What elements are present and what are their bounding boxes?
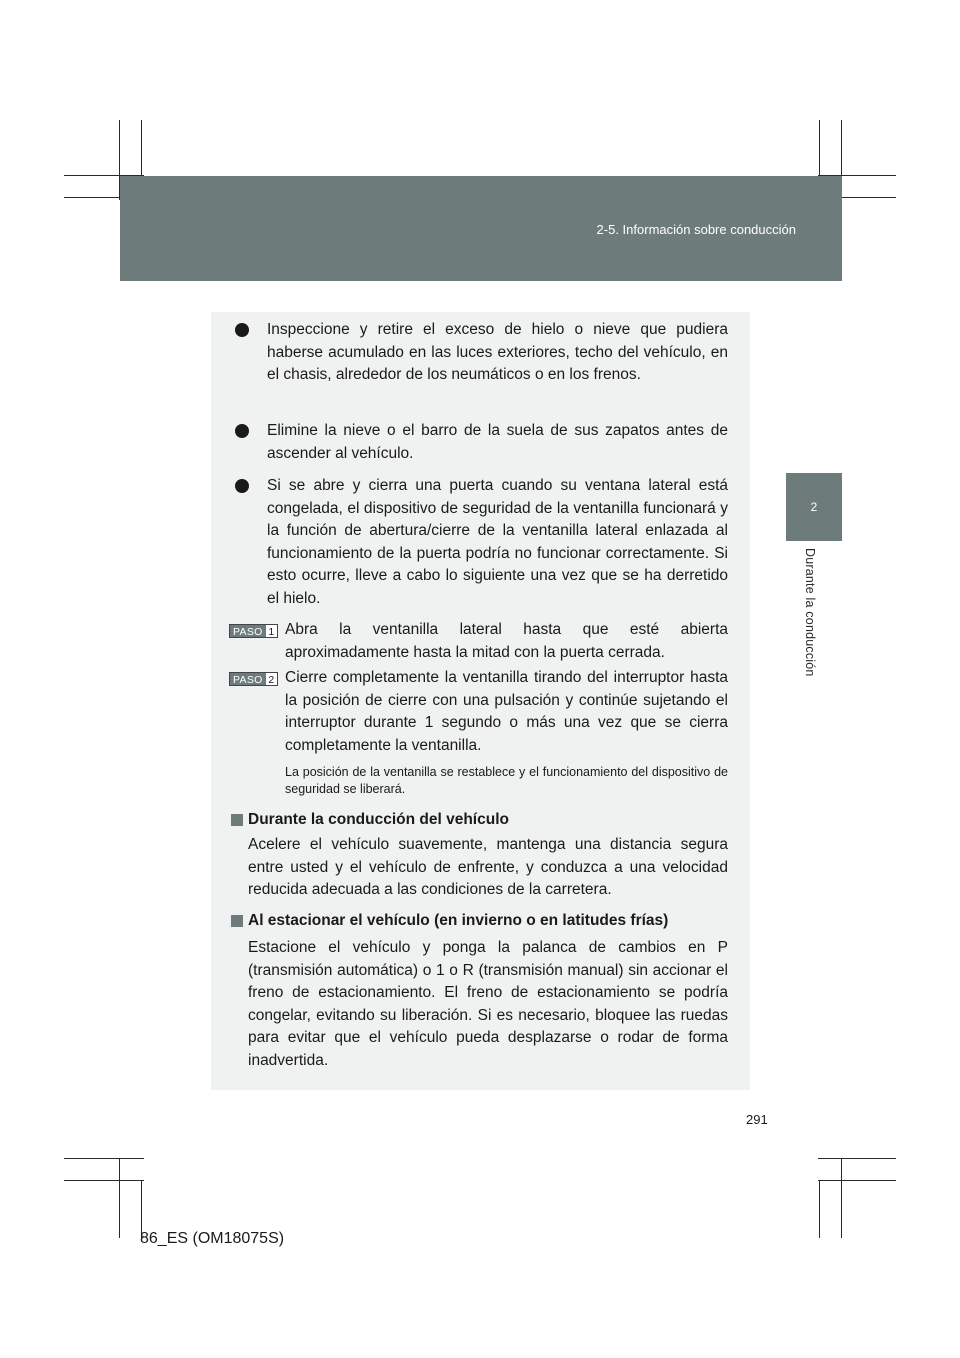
section-heading: Al estacionar el vehículo (en invierno o en latitudes frías) bbox=[248, 912, 669, 929]
bullet-dot-icon bbox=[235, 323, 249, 337]
crop-mark bbox=[818, 1180, 896, 1181]
step-note: La posición de la ventanilla se restablece y el funcionamiento del dispositivo de seguridad se liberará. bbox=[285, 765, 728, 796]
step-badge bbox=[229, 672, 278, 686]
crop-mark bbox=[64, 1158, 144, 1159]
section-body: Estacione el vehículo y ponga la palanca de cambios en P (transmisión automática) o 1 o R (transmisión manual) sin accionar el freno de estacionamiento. El freno de estacionamiento se podría congelar, evitando su liberación. Si es necesario, bloquee las ruedas para evitar que el vehículo pueda desplazarse o rodar de forma inadvertida. bbox=[248, 939, 728, 1069]
bullet-dot-icon bbox=[235, 424, 249, 438]
crop-mark bbox=[64, 1180, 144, 1181]
crop-mark bbox=[818, 1158, 896, 1159]
step-text: Abra la ventanilla lateral hasta que esté abierta aproximadamente hasta la mitad con la puerta cerrada. bbox=[285, 621, 728, 661]
step-label: PASO bbox=[230, 625, 266, 637]
section-heading: Durante la conducción del vehículo bbox=[248, 811, 509, 828]
step-badge bbox=[229, 624, 278, 638]
section-body: Acelere el vehículo suavemente, mantenga una distancia segura entre usted y el vehículo de enfrente, y conduzca a una velocidad reducida adecuada a las condiciones de la carretera. bbox=[248, 836, 728, 899]
step-text: Cierre completamente la ventanilla tirando del interruptor hasta la posición de cierre con una pulsación y continúe sujetando el interruptor durante 1 segundo o más una vez que se cierra completamente la ventanilla. bbox=[285, 669, 728, 754]
bullet-item: Elimine la nieve o el barro de la suela de sus zapatos antes de ascender al vehículo. bbox=[267, 422, 728, 462]
chapter-number: 2 bbox=[810, 500, 818, 514]
content-panel bbox=[211, 312, 750, 1090]
section-square-icon bbox=[231, 915, 243, 927]
crop-mark bbox=[119, 1158, 120, 1238]
crop-mark bbox=[819, 1180, 820, 1238]
step-label: PASO bbox=[230, 673, 266, 685]
section-header bbox=[120, 176, 842, 281]
chapter-label: Durante la conducción bbox=[803, 548, 817, 677]
step-number: 2 bbox=[268, 674, 275, 686]
crop-mark bbox=[841, 1158, 842, 1238]
bullet-dot-icon bbox=[235, 479, 249, 493]
step-number: 1 bbox=[268, 626, 275, 638]
page-number: 291 bbox=[746, 1112, 768, 1127]
chapter-tab bbox=[786, 473, 842, 541]
section-title: 2-5. Información sobre conducción bbox=[596, 222, 796, 237]
section-square-icon bbox=[231, 814, 243, 826]
document-code: 86_ES (OM18075S) bbox=[140, 1230, 285, 1247]
bullet-item: Inspeccione y retire el exceso de hielo o nieve que pudiera haberse acumulado en las luces exteriores, techo del vehículo, en el chasis, alrededor de los neumáticos o en los frenos. bbox=[267, 321, 728, 384]
bullet-item: Si se abre y cierra una puerta cuando su ventana lateral está congelada, el dispositivo de seguridad de la ventanilla funcionará y la función de abertura/cierre de la ventanilla lateral enlazada al funcionamiento de la puerta podría no funcionar correctamente. Si esto ocurre, lleve a cabo lo siguiente una vez que se ha derretido el hielo. bbox=[267, 477, 728, 607]
